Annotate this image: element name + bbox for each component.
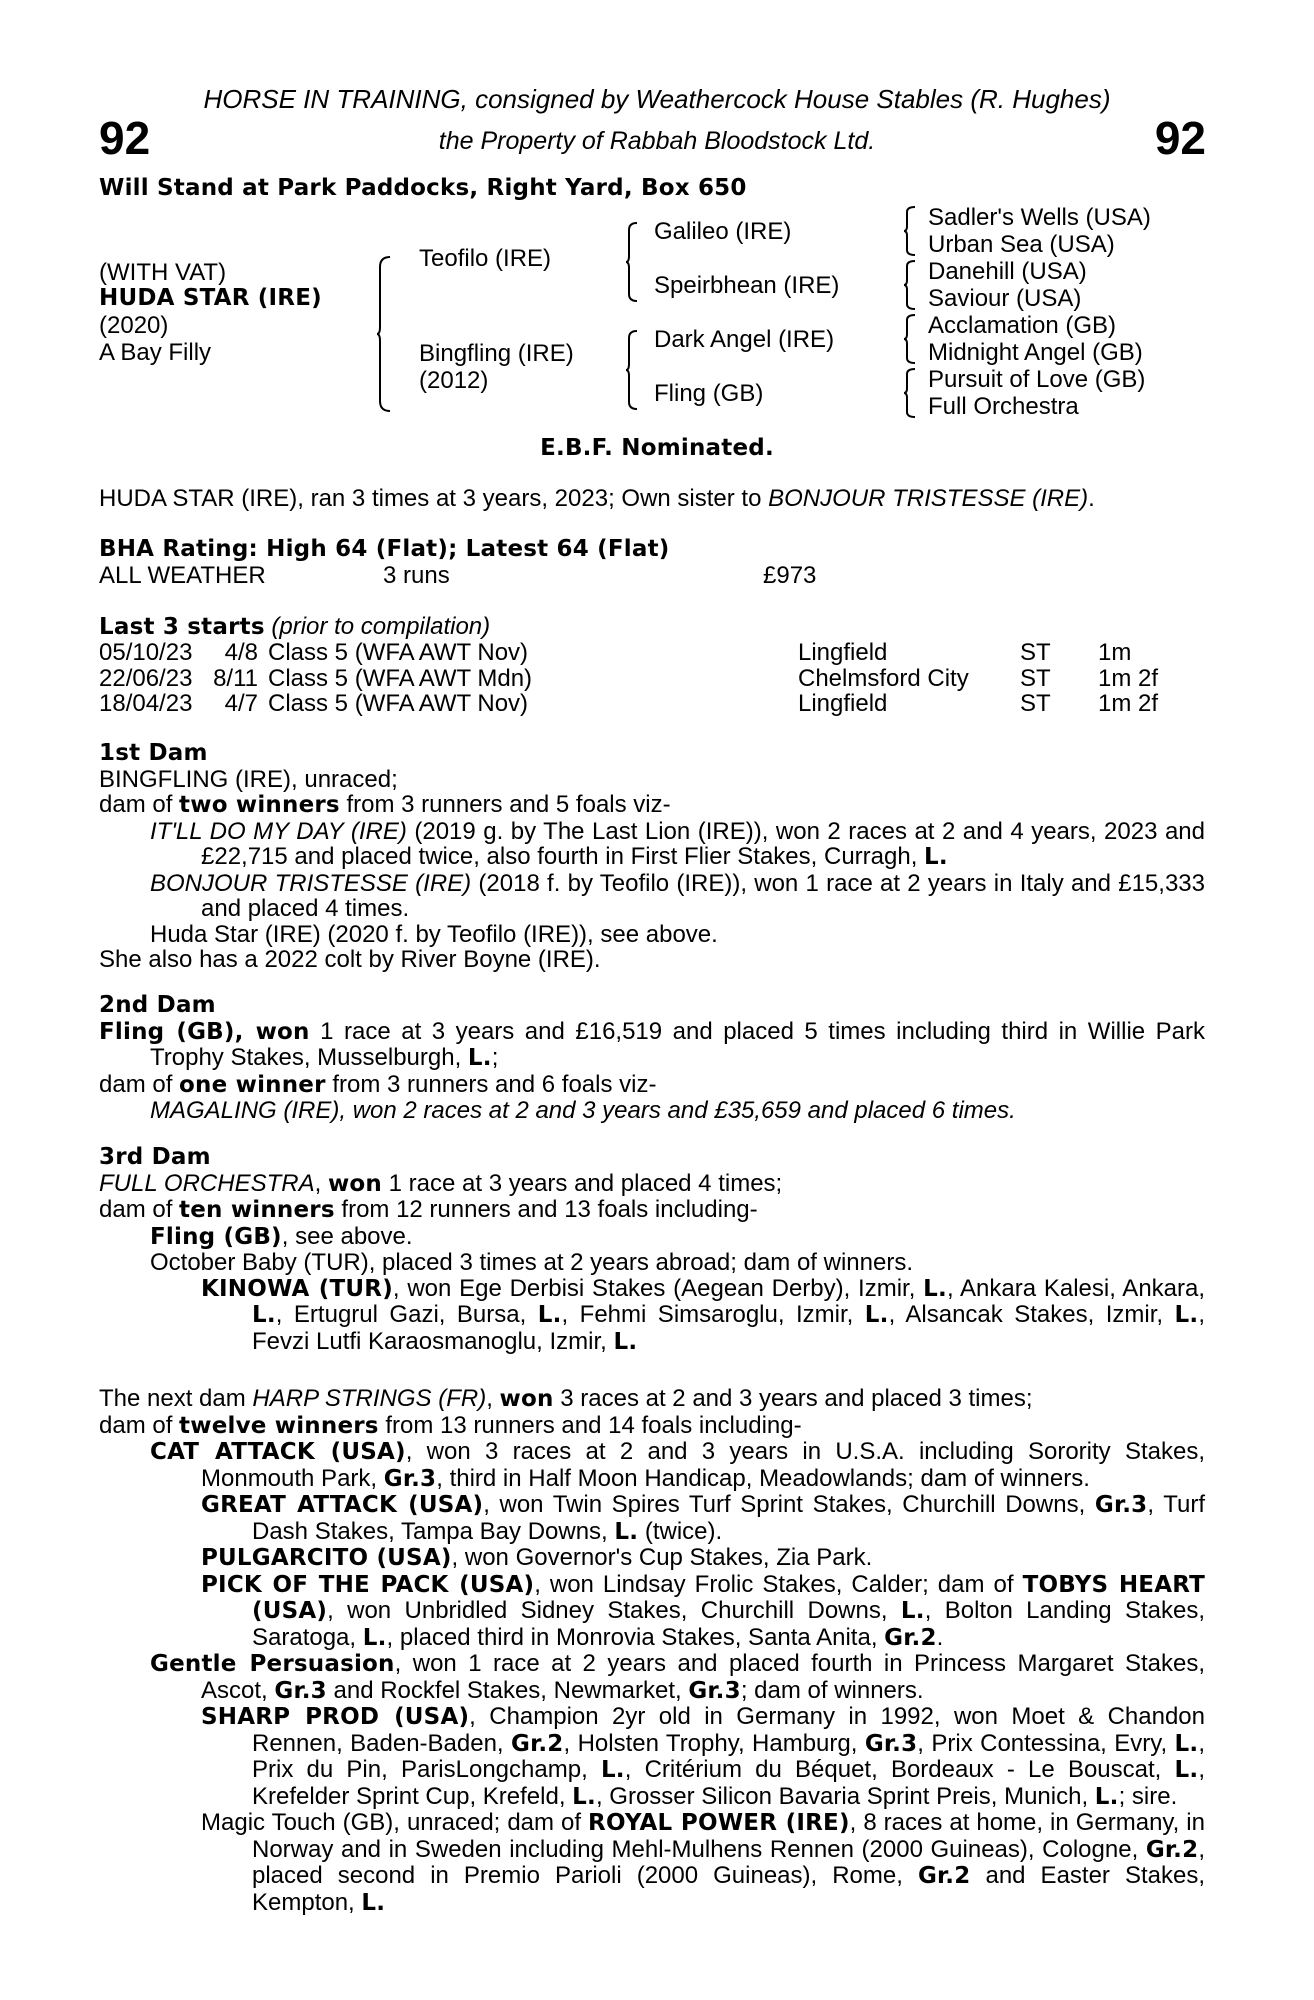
produce-name: TOBYS HEART (USA) xyxy=(252,1571,1205,1624)
pedigree-brace-ds xyxy=(903,313,917,365)
produce-name: KINOWA (TUR) xyxy=(201,1275,393,1302)
next-dam-produce-line xyxy=(99,1413,1205,1440)
second-dam-title: 2nd Dam xyxy=(99,992,216,1018)
produce-entry xyxy=(99,1492,1205,1545)
stand-location: Will Stand at Park Paddocks, Right Yard, Box 650 xyxy=(99,175,747,201)
text-span: , won Ege Derbisi Stakes (Aegean Derby), Izmir, xyxy=(392,1274,924,1302)
text-span: ; dam of winners. xyxy=(740,1676,924,1704)
produce-entry: MAGALING (IRE), won 2 races at 2 and 3 years and £35,659 and placed 6 times. xyxy=(150,1097,1016,1124)
listed-marker: L. xyxy=(1094,1783,1119,1810)
third-dam-section xyxy=(99,1145,1205,1355)
produce-name: CAT ATTACK (USA) xyxy=(150,1439,406,1465)
listed-marker: L. xyxy=(614,1518,639,1545)
start-position: 4/8 xyxy=(224,639,258,666)
pedigree-brace-main xyxy=(376,255,392,413)
text-span: 1 race at 3 years and placed 4 times; xyxy=(381,1169,783,1197)
text-span: , Holsten Trophy, Hamburg, xyxy=(563,1729,865,1757)
pedigree-brace-dam xyxy=(625,329,639,411)
text-span: , placed second in Premio Parioli (2000 Guineas), Rome, xyxy=(252,1835,1205,1889)
produce-entry xyxy=(99,1439,1205,1492)
summary-end: . xyxy=(1088,485,1095,512)
text-span: , placed third in Monrovia Stakes, Santa Anita, xyxy=(386,1623,885,1651)
group-marker: Gr.3 xyxy=(383,1465,437,1492)
text-span: , won Governor's Cup Stakes, Zia Park. xyxy=(451,1544,873,1571)
listed-marker: L. xyxy=(900,1598,925,1624)
race-summary xyxy=(99,486,1095,512)
group-marker: Gr.3 xyxy=(864,1730,918,1757)
group-marker: Gr.3 xyxy=(1094,1492,1148,1518)
first-dam-produce-line xyxy=(99,792,1205,819)
text-span: , won Lindsay Frolic Stakes, Calder; dam of xyxy=(534,1570,1023,1598)
pedigree-sire-sire: Galileo (IRE) xyxy=(654,218,792,245)
listed-marker: L. xyxy=(467,1045,492,1071)
third-dam-title: 3rd Dam xyxy=(99,1144,211,1170)
text-span: (2019 g. by The Last Lion (IRE)), won 2 races at 2 and 4 years, 2023 and £22,715 and placed twice, also fourth in First Flier Stakes, Curragh, xyxy=(201,817,1205,870)
winners-count: one winner xyxy=(179,1071,326,1098)
produce-note: She also has a 2022 colt by River Boyne (IRE). xyxy=(99,946,601,973)
text-span: , Prix Contessina, Evry, xyxy=(917,1729,1175,1757)
property-line: the Property of Rabbah Bloodstock Ltd. xyxy=(438,127,876,155)
text-span: (twice). xyxy=(638,1517,723,1545)
winners-count: two winners xyxy=(179,792,340,818)
listed-marker: L. xyxy=(362,1624,387,1651)
listed-marker: L. xyxy=(924,844,948,870)
listed-marker: L. xyxy=(923,1275,947,1302)
listed-marker: L. xyxy=(613,1328,638,1355)
text-span: , Grosser Silicon Bavaria Sprint Preis, Munich, xyxy=(595,1782,1095,1810)
start-going: ST xyxy=(1020,664,1051,692)
start-course: Chelmsford City xyxy=(798,664,969,692)
produce-entry: October Baby (TUR), placed 3 times at 2 years abroad; dam of winners. xyxy=(150,1249,913,1276)
last-starts-note: (prior to compilation) xyxy=(271,613,491,640)
listed-marker: L. xyxy=(1174,1757,1199,1783)
listed-marker: L. xyxy=(600,1757,625,1783)
start-going: ST xyxy=(1020,690,1051,717)
pedigree-brace-sd xyxy=(903,259,917,311)
text-span: , Ertugrul Gazi, Bursa, xyxy=(275,1301,538,1328)
text-span: , xyxy=(486,1385,500,1412)
pedigree-brace-dd xyxy=(903,367,917,419)
listed-marker: L. xyxy=(361,1889,386,1916)
table-row xyxy=(99,691,1158,717)
start-course: Lingfield xyxy=(798,639,888,666)
summary-text: HUDA STAR (IRE), ran 3 times at 3 years, 2023; Own sister to xyxy=(99,485,769,512)
horse-year: (2020) xyxy=(99,312,169,339)
text-span: , Fevzi Lutfi Karaosmanoglu, Izmir, xyxy=(252,1301,1205,1355)
text-span: , third in Half Moon Handicap, Meadowlands; dam of winners. xyxy=(436,1464,1090,1492)
winners-count: ten winners xyxy=(179,1197,335,1223)
horse-description: A Bay Filly xyxy=(99,339,212,366)
produce-entry xyxy=(99,819,1205,871)
horse-name: HUDA STAR (IRE) xyxy=(99,285,322,311)
text-span: from 13 runners and 14 foals including- xyxy=(378,1411,802,1439)
summary-sister: BONJOUR TRISTESSE (IRE) xyxy=(768,485,1089,512)
dam-name: FULL ORCHESTRA xyxy=(99,1169,315,1197)
pedigree-brace-sire xyxy=(625,221,639,303)
text-span: dam of xyxy=(99,791,180,818)
group-marker: Gr.3 xyxy=(688,1677,741,1704)
produce-entry xyxy=(99,1276,1205,1356)
consignor-line: HORSE IN TRAINING, consigned by Weathercock House Stables (R. Hughes) xyxy=(203,84,1111,114)
listed-marker: L. xyxy=(1174,1302,1199,1328)
text-span: , see above. xyxy=(281,1222,413,1250)
last-starts-table xyxy=(99,640,1158,717)
text-span: , won Unbridled Sidney Stakes, Churchill Downs, xyxy=(327,1597,901,1624)
produce-entry: Huda Star (IRE) (2020 f. by Teofilo (IRE)), see above. xyxy=(150,920,718,948)
text-span: , Bolton Landing Stakes, Saratoga, xyxy=(252,1597,1205,1651)
start-distance: 1m 2f xyxy=(1098,690,1159,717)
rating-runs: 3 runs xyxy=(383,562,450,589)
produce-name: PICK OF THE PACK (USA) xyxy=(201,1571,535,1598)
listed-marker: L. xyxy=(252,1302,276,1328)
text-span: 1 race at 3 years and £16,519 and placed 5 times including third in Willie Park Trophy Stakes, Musselburgh, xyxy=(150,1017,1205,1071)
lot-number-right: 92 xyxy=(1154,112,1206,164)
group-marker: Gr.2 xyxy=(1145,1836,1199,1863)
bha-rating: BHA Rating: High 64 (Flat); Latest 64 (Flat) xyxy=(99,536,670,562)
last-starts-heading xyxy=(99,614,490,641)
text-span: from 3 runners and 5 foals viz- xyxy=(339,791,671,818)
next-dam-section xyxy=(99,1386,1205,1916)
produce-name: Gentle Persuasion xyxy=(150,1651,395,1677)
produce-name: ROYAL POWER (IRE) xyxy=(588,1810,850,1836)
text-span: , Champion 2yr old in Germany in 1992, won Moet & Chandon Rennen, Baden-Baden, xyxy=(252,1703,1205,1757)
produce-entry xyxy=(99,1572,1205,1652)
produce-entry xyxy=(99,1704,1205,1810)
text-span: from 3 runners and 6 foals viz- xyxy=(325,1070,657,1098)
rating-surface: ALL WEATHER xyxy=(99,562,266,589)
pedigree-dsd: Midnight Angel (GB) xyxy=(928,339,1143,366)
produce-name: Fling (GB) xyxy=(150,1223,282,1250)
text-span: , Krefelder Sprint Cup, Krefeld, xyxy=(252,1756,1206,1810)
produce-name: BONJOUR TRISTESSE (IRE) xyxy=(150,869,472,897)
text-span: ; sire. xyxy=(1118,1782,1178,1810)
group-marker: Gr.2 xyxy=(917,1863,971,1889)
first-dam-title: 1st Dam xyxy=(99,740,208,766)
pedigree-sire-dam: Speirbhean (IRE) xyxy=(654,272,840,299)
won-word: won xyxy=(327,1170,382,1197)
text-span: and Rockfel Stakes, Newmarket, xyxy=(326,1676,689,1704)
text-span: , Prix du Pin, ParisLongchamp, xyxy=(252,1729,1206,1783)
start-distance: 1m 2f xyxy=(1098,664,1159,692)
listed-marker: L. xyxy=(864,1302,889,1328)
dam-name: Fling (GB) xyxy=(99,1018,235,1045)
group-marker: Gr.3 xyxy=(274,1677,327,1704)
pedigree-brace-ss xyxy=(903,205,917,257)
start-distance: 1m xyxy=(1098,639,1132,666)
won-word: won xyxy=(499,1386,554,1412)
last-starts-title: Last 3 starts xyxy=(99,614,265,640)
start-race: Class 5 (WFA AWT Nov) xyxy=(268,690,529,717)
listed-marker: L. xyxy=(537,1302,562,1328)
winners-count: twelve winners xyxy=(179,1412,379,1439)
text-span: Magic Touch (GB), unraced; dam of xyxy=(201,1809,589,1836)
start-position: 8/11 xyxy=(213,664,258,692)
text-span: , xyxy=(314,1169,328,1197)
third-dam-line xyxy=(99,1171,1205,1198)
pedigree-sss: Sadler's Wells (USA) xyxy=(928,204,1151,231)
text-span: , Ankara Kalesi, Ankara, xyxy=(946,1274,1206,1302)
third-dam-produce-line xyxy=(99,1197,1205,1224)
group-marker: Gr.2 xyxy=(511,1730,564,1757)
pedigree-dam-year: (2012) xyxy=(419,367,489,394)
pedigree-dss: Acclamation (GB) xyxy=(928,312,1117,339)
start-race: Class 5 (WFA AWT Mdn) xyxy=(268,664,533,692)
pedigree-ddd: Full Orchestra xyxy=(928,393,1079,420)
text-span: , Turf Dash Stakes, Tampa Bay Downs, xyxy=(252,1491,1205,1545)
pedigree-sdd: Saviour (USA) xyxy=(928,285,1082,312)
text-span: , won Twin Spires Turf Sprint Stakes, Churchill Downs, xyxy=(483,1491,1095,1518)
next-dam-line xyxy=(99,1386,1205,1413)
start-going: ST xyxy=(1020,639,1051,666)
produce-entry xyxy=(99,1810,1205,1916)
pedigree-ssd: Urban Sea (USA) xyxy=(928,231,1115,258)
first-dam-line: BINGFLING (IRE), unraced; xyxy=(99,765,398,793)
pedigree-dds: Pursuit of Love (GB) xyxy=(928,366,1146,393)
produce-name: PULGARCITO (USA) xyxy=(201,1545,452,1571)
ebf-nominated: E.B.F. Nominated. xyxy=(540,435,774,461)
text-span: The next dam xyxy=(99,1385,253,1412)
produce-entry xyxy=(99,1224,1205,1251)
second-dam-section xyxy=(99,993,1205,1124)
pedigree-sire: Teofilo (IRE) xyxy=(419,245,552,272)
text-span: , won 1 race at 2 years and placed fourth in Princess Margaret Stakes, Ascot, xyxy=(201,1650,1205,1704)
text-span: and Easter Stakes, Kempton, xyxy=(252,1862,1206,1916)
rating-prize: £973 xyxy=(763,562,817,589)
text-span: from 12 runners and 13 foals including- xyxy=(334,1196,758,1223)
text-span: ; xyxy=(491,1044,499,1071)
table-row xyxy=(99,666,1158,692)
text-span: , won 3 races at 2 and 3 years in U.S.A. including Sorority Stakes, Monmouth Park, xyxy=(201,1438,1205,1492)
text-span: , Critérium du Béquet, Bordeaux - Le Bouscat, xyxy=(624,1756,1175,1783)
text-span: dam of xyxy=(99,1070,180,1098)
group-marker: Gr.2 xyxy=(884,1624,937,1651)
table-row xyxy=(99,640,1158,666)
produce-name: SHARP PROD (USA) xyxy=(201,1704,470,1730)
second-dam-line xyxy=(99,1019,1205,1072)
text-span: . xyxy=(936,1623,944,1651)
won-word: won xyxy=(255,1018,310,1045)
first-dam-section xyxy=(99,741,1205,973)
start-race: Class 5 (WFA AWT Nov) xyxy=(268,639,529,666)
text-span: , xyxy=(234,1018,256,1045)
start-date: 05/10/23 xyxy=(99,639,193,666)
text-span: , 8 races at home, in Germany, in Norway and in Sweden including Mehl-Mulhens Rennen (2000 Guineas), Cologne, xyxy=(252,1809,1205,1863)
text-span: dam of xyxy=(99,1196,180,1223)
text-span: dam of xyxy=(99,1411,180,1439)
pedigree-dam: Bingfling (IRE) xyxy=(419,340,574,367)
second-dam-produce-line xyxy=(99,1072,1205,1099)
text-span: 3 races at 2 and 3 years and placed 3 times; xyxy=(553,1385,1033,1412)
dam-name: HARP STRINGS (FR) xyxy=(252,1385,487,1412)
text-span: (2018 f. by Teofilo (IRE)), won 1 race at 2 years in Italy and £15,333 and placed 4 times. xyxy=(201,869,1205,922)
produce-entry xyxy=(99,871,1205,922)
text-span: , Fehmi Simsaroglu, Izmir, xyxy=(561,1301,865,1328)
pedigree-dam-sire: Dark Angel (IRE) xyxy=(654,326,835,353)
produce-name: IT'LL DO MY DAY (IRE) xyxy=(150,817,407,845)
produce-name: GREAT ATTACK (USA) xyxy=(201,1492,484,1518)
produce-entry xyxy=(99,1545,1205,1572)
vat-note: (WITH VAT) xyxy=(99,259,227,286)
listed-marker: L. xyxy=(572,1783,596,1810)
start-date: 22/06/23 xyxy=(99,664,193,692)
start-course: Lingfield xyxy=(798,690,888,717)
start-position: 4/7 xyxy=(224,690,258,717)
pedigree-sds: Danehill (USA) xyxy=(928,258,1087,285)
pedigree-dam-dam: Fling (GB) xyxy=(654,380,764,407)
listed-marker: L. xyxy=(1174,1730,1199,1757)
produce-entry xyxy=(99,1651,1205,1704)
text-span: , Alsancak Stakes, Izmir, xyxy=(888,1301,1175,1328)
start-date: 18/04/23 xyxy=(99,690,193,717)
lot-number-left: 92 xyxy=(99,112,151,164)
